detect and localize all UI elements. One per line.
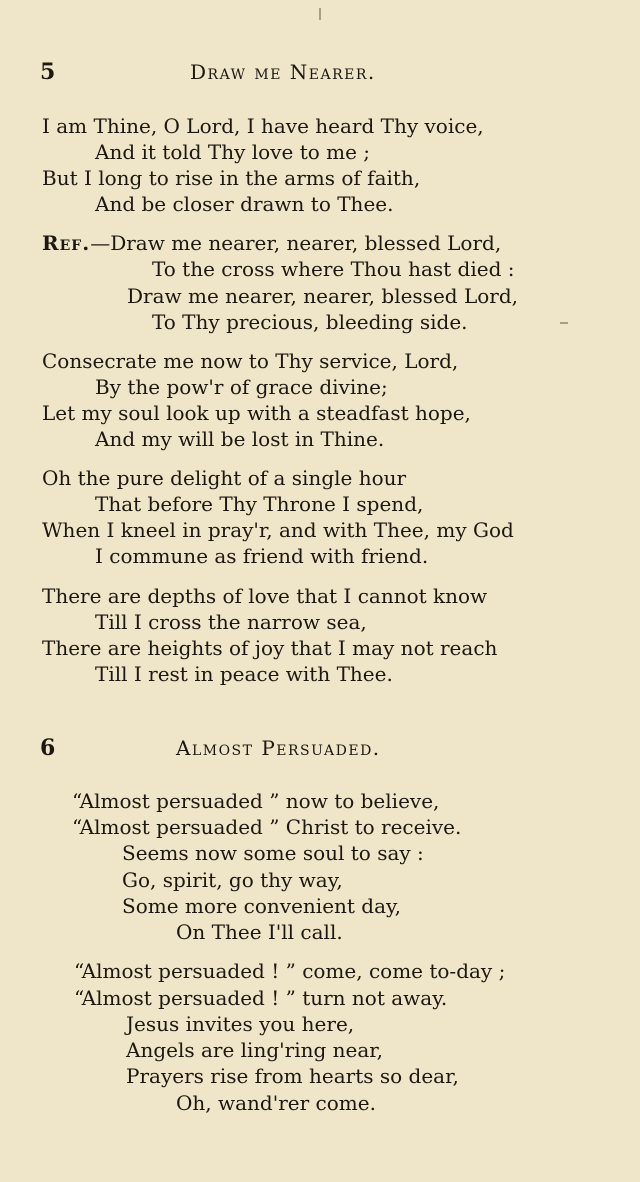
hymn-5-verse-1-line-4: And be closer drawn to Thee. (95, 192, 394, 216)
hymn-5-refrain-line-1 (42, 230, 501, 256)
hymn-5-title: Draw me Nearer. (190, 60, 376, 84)
hymn-5-verse-2-line-4: And my will be lost in Thine. (95, 427, 385, 451)
refrain-label: Ref. (42, 231, 91, 255)
hymn-6-verse-2-line-4: Angels are ling'ring near, (126, 1038, 383, 1062)
hymn-5-verse-2-line-3: Let my soul look up with a steadfast hope, (42, 401, 471, 425)
hymn-5-verse-2-line-1: Consecrate me now to Thy service, Lord, (42, 349, 459, 373)
hymn-5-number: 5 (40, 59, 56, 85)
hymn-6-verse-1-line-4: Go, spirit, go thy way, (122, 868, 343, 892)
hymn-6-verse-1-line-3: Seems now some soul to say : (122, 841, 424, 865)
hymn-6-verse-1-line-5: Some more convenient day, (122, 894, 402, 918)
hymn-6-verse-1-line-2: “Almost persuaded ” Christ to receive. (72, 815, 462, 839)
hymn-6-verse-2-line-2: “Almost persuaded ! ” turn not away. (74, 986, 448, 1010)
hymn-5-verse-3-line-1: Oh the pure delight of a single hour (42, 466, 407, 490)
hymn-5-verse-4-line-2: Till I cross the narrow sea, (95, 610, 367, 634)
hymn-6-verse-1-line-6: On Thee I'll call. (176, 920, 343, 944)
hymn-5-refrain-line-3: Draw me nearer, nearer, blessed Lord, (127, 284, 518, 308)
hymn-5-verse-1-line-1: I am Thine, O Lord, I have heard Thy voice, (42, 114, 484, 138)
hymn-5-verse-2-line-2: By the pow'r of grace divine; (95, 375, 388, 399)
hymn-5-verse-3-line-4: I commune as friend with friend. (95, 544, 429, 568)
hymn-5-verse-1-line-3: But I long to rise in the arms of faith, (42, 166, 421, 190)
hymn-5-refrain-line-2: To the cross where Thou hast died : (152, 257, 515, 281)
hymn-5-refrain-line-4: To Thy precious, bleeding side. (152, 310, 468, 334)
hymn-5-verse-1-line-2: And it told Thy love to me ; (95, 140, 371, 164)
hymn-6-verse-2-line-6: Oh, wand'rer come. (176, 1091, 376, 1115)
hymn-5-verse-4-line-3: There are heights of joy that I may not reach (42, 636, 498, 660)
hymn-5-verse-3-line-3: When I kneel in pray'r, and with Thee, my God (42, 518, 514, 542)
hymn-6-verse-2-line-1: “Almost persuaded ! ” come, come to-day ; (74, 959, 506, 983)
hymn-6-verse-2-line-3: Jesus invites you here, (126, 1012, 355, 1036)
stray-mark (560, 322, 568, 324)
hymn-6-number: 6 (40, 735, 56, 761)
hymn-5-verse-3-line-2: That before Thy Throne I spend, (95, 492, 424, 516)
hymn-6-verse-2-line-5: Prayers rise from hearts so dear, (126, 1064, 459, 1088)
hymn-5-verse-4-line-1: There are depths of love that I cannot know (42, 584, 488, 608)
hymn-5-verse-4-line-4: Till I rest in peace with Thee. (95, 662, 393, 686)
hymn-6-title: Almost Persuaded. (176, 736, 381, 760)
hymn-6-verse-1-line-1: “Almost persuaded ” now to believe, (72, 789, 440, 813)
top-ink-mark (319, 8, 321, 20)
refrain-text-1: —Draw me nearer, nearer, blessed Lord, (90, 231, 502, 255)
